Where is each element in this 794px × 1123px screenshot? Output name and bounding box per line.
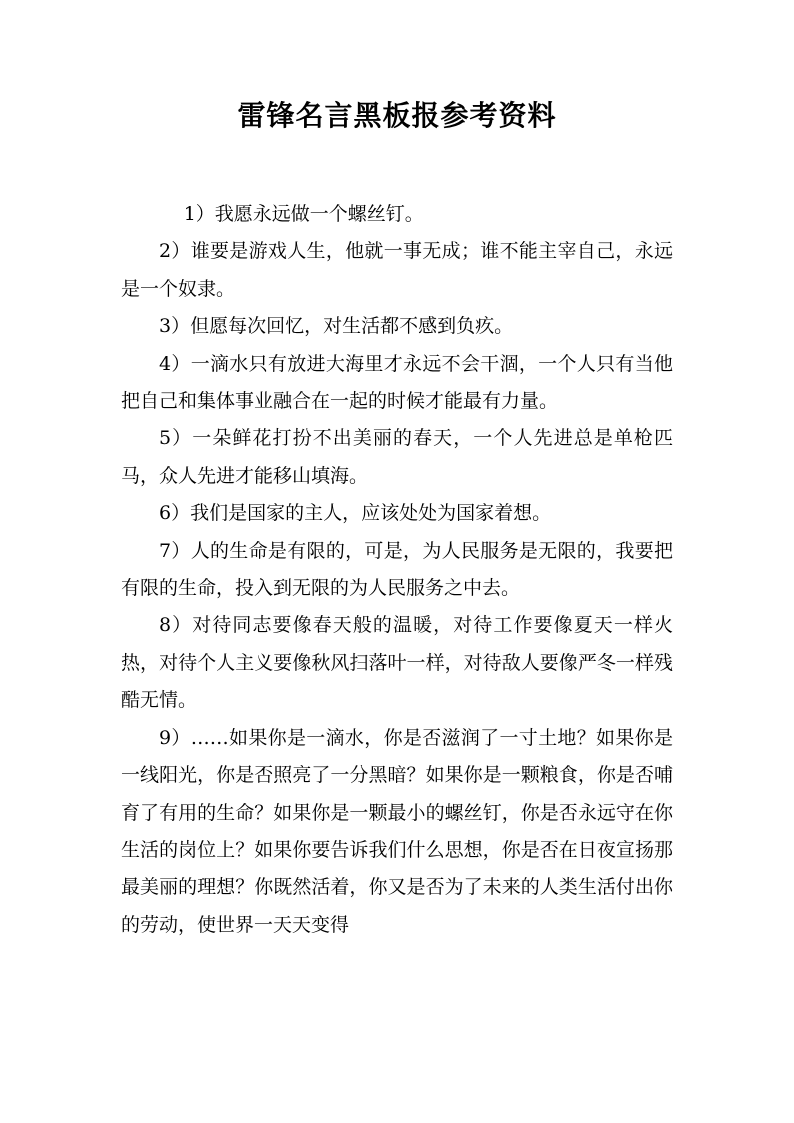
quote-paragraph-9: 9）……如果你是一滴水，你是否滋润了一寸土地？如果你是一线阳光，你是否照亮了一分黑暗？如果你是一颗粮食，你是否哺育了有用的生命？如果你是一颗最小的螺丝钉，你是否永远守在你生活的岗位上？如果你要告诉我们什么思想，你是否在日夜宣扬那最美丽的理想？你既然活着，你又是否为了未来的人类生活付出你的劳动，使世界一天天变得: [121, 726, 673, 936]
quote-paragraph-5: 5）一朵鲜花打扮不出美丽的春天，一个人先进总是单枪匹马，众人先进才能移山填海。: [121, 427, 673, 487]
quote-paragraph-8: 8）对待同志要像春天般的温暖，对待工作要像夏天一样火热，对待个人主义要像秋风扫落叶一样，对待敌人要像严冬一样残酷无情。: [121, 614, 673, 712]
quote-paragraph-1: 1）我愿永远做一个螺丝钉。: [183, 203, 424, 225]
document-body: [121, 196, 673, 944]
quote-paragraph-6: 6）我们是国家的主人，应该处处为国家着想。: [159, 502, 552, 525]
quote-paragraph-4: 4）一滴水只有放进大海里才永远不会干涸，一个人只有当他把自己和集体事业融合在一起的时候才能最有力量。: [121, 352, 673, 413]
quote-paragraph-3: 3）但愿每次回忆，对生活都不感到负疚。: [159, 315, 514, 338]
quote-paragraph-2: 2）谁要是游戏人生，他就一事无成；谁不能主宰自己，永远是一个奴隶。: [121, 240, 673, 300]
document-title: 雷锋名言黑板报参考资料: [237, 99, 557, 132]
quote-paragraph-7: 7）人的生命是有限的，可是，为人民服务是无限的，我要把有限的生命，投入到无限的为人民服务之中去。: [121, 539, 673, 600]
